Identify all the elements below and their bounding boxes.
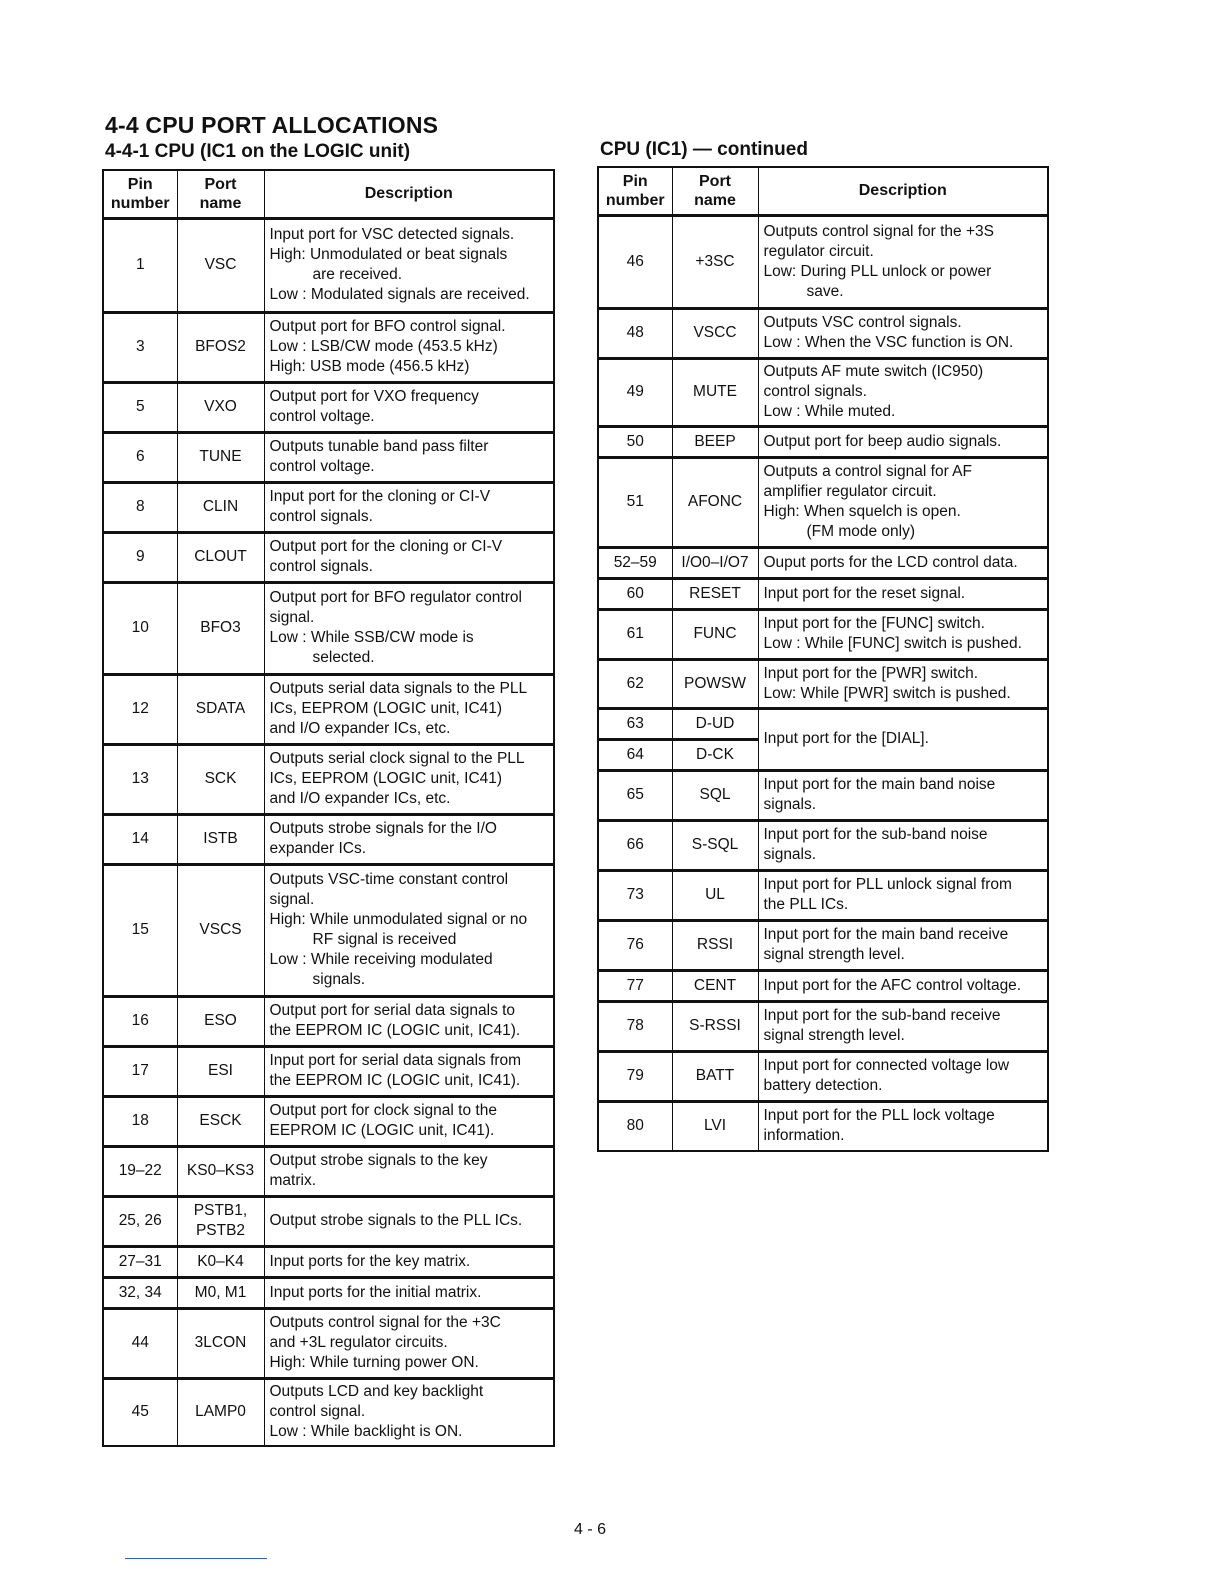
port-cell: ESO: [177, 996, 264, 1046]
description-cell: Outputs VSC-time constant control signal. High: While unmodulated signal or no RF signal is received Low : While receiving modulated signals.: [264, 864, 554, 996]
right-table-title: CPU (IC1) — continued: [600, 139, 808, 160]
port-cell: AFONC: [672, 457, 758, 547]
description-cell: Outputs control signal for the +3C and +3L regulator circuits. High: While turning power ON.: [264, 1308, 554, 1378]
pin-cell: 46: [598, 215, 672, 308]
description-cell: Outputs strobe signals for the I/O expander ICs.: [264, 814, 554, 864]
port-cell: TUNE: [177, 432, 264, 482]
description-cell: Output port for BFO control signal. Low : LSB/CW mode (453.5 kHz) High: USB mode (456.5 kHz): [264, 312, 554, 382]
port-cell: S-SQL: [672, 820, 758, 870]
description-cell: Outputs control signal for the +3S regulator circuit. Low: During PLL unlock or power save.: [758, 215, 1048, 308]
pin-number-header: Pin number: [103, 170, 177, 218]
description-cell: Input port for the cloning or CI-V control signals.: [264, 482, 554, 532]
description-cell: Input port for connected voltage low battery detection.: [758, 1051, 1048, 1101]
port-cell: SCK: [177, 744, 264, 814]
table-row: [598, 708, 1048, 739]
table-row: [103, 814, 554, 864]
pin-cell: 73: [598, 870, 672, 920]
pin-cell: 64: [598, 739, 672, 770]
page-number: 4 - 6: [573, 1521, 606, 1538]
description-cell: Input port for the main band noise signals.: [758, 770, 1048, 820]
port-cell: BFO3: [177, 582, 264, 674]
description-cell: Output port for serial data signals to the EEPROM IC (LOGIC unit, IC41).: [264, 996, 554, 1046]
description-cell: Outputs tunable band pass filter control voltage.: [264, 432, 554, 482]
table-row: [598, 1101, 1048, 1151]
table-row: [103, 674, 554, 744]
description-header: Description: [264, 170, 554, 218]
description-cell: Outputs LCD and key backlight control signal. Low : While backlight is ON.: [264, 1378, 554, 1446]
table-row: [103, 382, 554, 432]
port-cell: CLOUT: [177, 532, 264, 582]
description-cell: Input ports for the key matrix.: [264, 1246, 554, 1277]
pin-cell: 10: [103, 582, 177, 674]
description-cell: Input port for the reset signal.: [758, 578, 1048, 609]
table-row: [598, 970, 1048, 1001]
pin-cell: 44: [103, 1308, 177, 1378]
table-row: [103, 1196, 554, 1246]
left-port-table: [102, 169, 555, 1447]
pin-cell: 45: [103, 1378, 177, 1446]
table-row: [103, 1246, 554, 1277]
table-row: [598, 870, 1048, 920]
pin-number-header: Pin number: [598, 167, 672, 215]
port-cell: ESCK: [177, 1096, 264, 1146]
description-cell: Outputs a control signal for AF amplifier regulator circuit. High: When squelch is open. (FM mode only): [758, 457, 1048, 547]
description-header: Description: [758, 167, 1048, 215]
description-cell: Input port for the AFC control voltage.: [758, 970, 1048, 1001]
port-cell: RSSI: [672, 920, 758, 970]
pin-cell: 17: [103, 1046, 177, 1096]
port-cell: D-UD: [672, 708, 758, 739]
description-cell: Input port for the [DIAL].: [758, 708, 1048, 770]
port-cell: 3LCON: [177, 1308, 264, 1378]
table-row: [598, 1051, 1048, 1101]
port-cell: BEEP: [672, 426, 758, 457]
pin-cell: 5: [103, 382, 177, 432]
table-row: [103, 482, 554, 532]
pin-cell: 60: [598, 578, 672, 609]
table-row: [103, 1308, 554, 1378]
table-row: [598, 1001, 1048, 1051]
pin-cell: 13: [103, 744, 177, 814]
pin-cell: 27–31: [103, 1246, 177, 1277]
port-cell: PSTB1, PSTB2: [177, 1196, 264, 1246]
table-row: [598, 770, 1048, 820]
port-cell: ESI: [177, 1046, 264, 1096]
pin-cell: 6: [103, 432, 177, 482]
pin-cell: 66: [598, 820, 672, 870]
description-cell: Input port for the [FUNC] switch. Low : While [FUNC] switch is pushed.: [758, 609, 1048, 659]
table-row: [103, 582, 554, 674]
port-cell: UL: [672, 870, 758, 920]
pin-cell: 25, 26: [103, 1196, 177, 1246]
table-row: [103, 996, 554, 1046]
table-row: [598, 609, 1048, 659]
pin-cell: 49: [598, 358, 672, 426]
port-cell: MUTE: [672, 358, 758, 426]
table-row: [103, 312, 554, 382]
table-row: [598, 215, 1048, 308]
table-row: [598, 920, 1048, 970]
pin-cell: 32, 34: [103, 1277, 177, 1308]
port-cell: BFOS2: [177, 312, 264, 382]
table-row: [103, 432, 554, 482]
port-cell: VSCS: [177, 864, 264, 996]
pin-cell: 79: [598, 1051, 672, 1101]
description-cell: Input ports for the initial matrix.: [264, 1277, 554, 1308]
port-cell: I/O0–I/O7: [672, 547, 758, 578]
table-row: [598, 578, 1048, 609]
port-cell: POWSW: [672, 659, 758, 708]
pin-cell: 62: [598, 659, 672, 708]
description-cell: Input port for the sub-band receive signal strength level.: [758, 1001, 1048, 1051]
description-cell: Outputs serial clock signal to the PLL ICs, EEPROM (LOGIC unit, IC41) and I/O expander ICs, etc.: [264, 744, 554, 814]
description-cell: Input port for the PLL lock voltage information.: [758, 1101, 1048, 1151]
port-cell: SQL: [672, 770, 758, 820]
description-cell: Input port for the [PWR] switch. Low: While [PWR] switch is pushed.: [758, 659, 1048, 708]
pin-cell: 19–22: [103, 1146, 177, 1196]
pin-cell: 77: [598, 970, 672, 1001]
description-cell: Output port for clock signal to the EEPROM IC (LOGIC unit, IC41).: [264, 1096, 554, 1146]
port-cell: SDATA: [177, 674, 264, 744]
table-row: [598, 820, 1048, 870]
port-cell: VSC: [177, 218, 264, 312]
port-cell: LAMP0: [177, 1378, 264, 1446]
port-cell: RESET: [672, 578, 758, 609]
pin-cell: 50: [598, 426, 672, 457]
table-row: [103, 1146, 554, 1196]
table-row: [103, 1096, 554, 1146]
description-cell: Input port for the sub-band noise signals.: [758, 820, 1048, 870]
port-cell: LVI: [672, 1101, 758, 1151]
section-title: 4-4 CPU PORT ALLOCATIONS: [105, 112, 439, 138]
pin-cell: 9: [103, 532, 177, 582]
port-cell: BATT: [672, 1051, 758, 1101]
pin-cell: 80: [598, 1101, 672, 1151]
table-row: [103, 744, 554, 814]
description-cell: Input port for serial data signals from the EEPROM IC (LOGIC unit, IC41).: [264, 1046, 554, 1096]
pin-cell: 1: [103, 218, 177, 312]
port-cell: CENT: [672, 970, 758, 1001]
footer-rule: [125, 1558, 267, 1559]
description-cell: Outputs AF mute switch (IC950) control signals. Low : While muted.: [758, 358, 1048, 426]
pin-cell: 12: [103, 674, 177, 744]
description-cell: Output strobe signals to the key matrix.: [264, 1146, 554, 1196]
table-row: [103, 864, 554, 996]
pin-cell: 52–59: [598, 547, 672, 578]
pin-cell: 16: [103, 996, 177, 1046]
table-row: [103, 1046, 554, 1096]
table-row: [598, 547, 1048, 578]
description-cell: Output port for the cloning or CI-V control signals.: [264, 532, 554, 582]
pin-cell: 3: [103, 312, 177, 382]
table-row: [598, 358, 1048, 426]
table-row: [598, 457, 1048, 547]
port-cell: VXO: [177, 382, 264, 432]
description-cell: Ouput ports for the LCD control data.: [758, 547, 1048, 578]
pin-cell: 15: [103, 864, 177, 996]
table-row: [598, 426, 1048, 457]
port-cell: K0–K4: [177, 1246, 264, 1277]
pin-cell: 48: [598, 308, 672, 358]
description-cell: Output port for beep audio signals.: [758, 426, 1048, 457]
description-cell: Input port for the main band receive signal strength level.: [758, 920, 1048, 970]
pin-cell: 65: [598, 770, 672, 820]
description-cell: Output port for BFO regulator control signal. Low : While SSB/CW mode is selected.: [264, 582, 554, 674]
description-cell: Input port for VSC detected signals. High: Unmodulated or beat signals are received. Low : Modulated signals are received.: [264, 218, 554, 312]
port-name-header: Port name: [672, 167, 758, 215]
table-row: [103, 1378, 554, 1446]
pin-cell: 8: [103, 482, 177, 532]
description-cell: Outputs serial data signals to the PLL ICs, EEPROM (LOGIC unit, IC41) and I/O expander ICs, etc.: [264, 674, 554, 744]
pin-cell: 76: [598, 920, 672, 970]
description-cell: Output port for VXO frequency control voltage.: [264, 382, 554, 432]
table-row: [598, 659, 1048, 708]
left-table-title: 4-4-1 CPU (IC1 on the LOGIC unit): [105, 141, 411, 162]
table-row: [598, 308, 1048, 358]
table-row: [103, 218, 554, 312]
port-cell: D-CK: [672, 739, 758, 770]
port-cell: S-RSSI: [672, 1001, 758, 1051]
port-cell: VSCC: [672, 308, 758, 358]
port-cell: CLIN: [177, 482, 264, 532]
port-name-header: Port name: [177, 170, 264, 218]
pin-cell: 51: [598, 457, 672, 547]
port-cell: FUNC: [672, 609, 758, 659]
port-cell: M0, M1: [177, 1277, 264, 1308]
table-row: [103, 532, 554, 582]
pin-cell: 14: [103, 814, 177, 864]
pin-cell: 63: [598, 708, 672, 739]
description-cell: Output strobe signals to the PLL ICs.: [264, 1196, 554, 1246]
table-row: [103, 1277, 554, 1308]
pin-cell: 61: [598, 609, 672, 659]
pin-cell: 78: [598, 1001, 672, 1051]
port-cell: ISTB: [177, 814, 264, 864]
pin-cell: 18: [103, 1096, 177, 1146]
description-cell: Input port for PLL unlock signal from the PLL ICs.: [758, 870, 1048, 920]
port-cell: KS0–KS3: [177, 1146, 264, 1196]
port-cell: +3SC: [672, 215, 758, 308]
description-cell: Outputs VSC control signals. Low : When the VSC function is ON.: [758, 308, 1048, 358]
right-port-table: [597, 166, 1049, 1152]
